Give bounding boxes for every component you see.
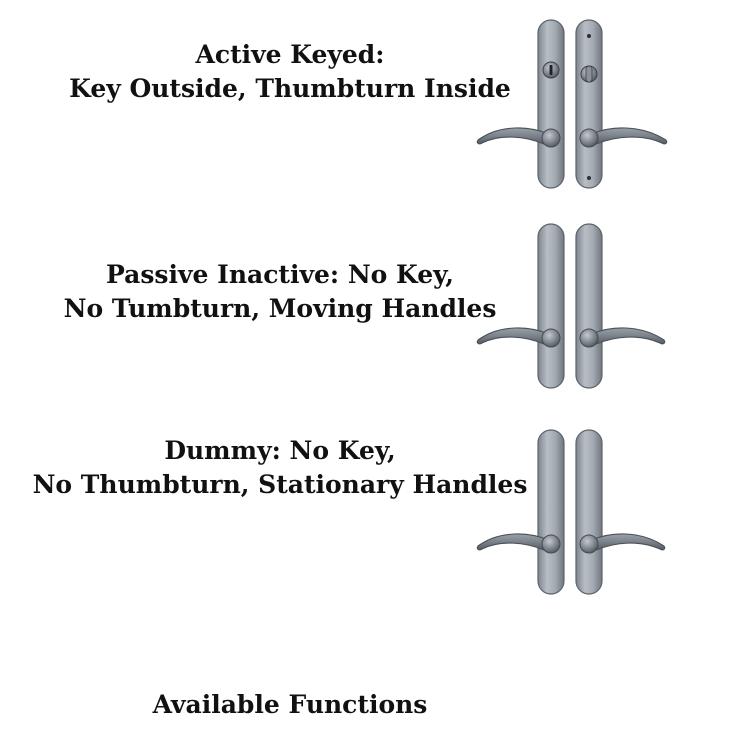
dummy-description: No Thumbturn, Stationary Handles bbox=[32, 470, 528, 499]
interior-lever-handle bbox=[592, 328, 665, 344]
exterior-lever-handle bbox=[477, 328, 548, 344]
interior-lever-handle bbox=[592, 534, 665, 550]
screw-hole-bottom bbox=[587, 176, 591, 180]
passive-inactive-description: No Tumbturn, Moving Handles bbox=[63, 294, 497, 323]
interior-plate bbox=[576, 224, 602, 388]
interior-lever-handle bbox=[592, 128, 667, 144]
dummy-title: Dummy: No Key, bbox=[164, 436, 396, 465]
available-functions-text: Available Functions bbox=[152, 690, 428, 719]
active-keyed-handleset-image bbox=[470, 14, 675, 192]
exterior-plate bbox=[538, 20, 564, 188]
passive-inactive-caption bbox=[20, 258, 540, 326]
passive-inactive-title: Passive Inactive: No Key, bbox=[106, 260, 454, 289]
exterior-plate bbox=[538, 430, 564, 594]
exterior-lever-handle bbox=[477, 534, 548, 550]
exterior-lever-rose bbox=[542, 535, 560, 553]
exterior-plate bbox=[538, 224, 564, 388]
interior-plate bbox=[576, 430, 602, 594]
interior-lever-rose bbox=[580, 129, 598, 147]
active-keyed-description: Key Outside, Thumbturn Inside bbox=[69, 74, 511, 103]
screw-hole-top bbox=[587, 34, 591, 38]
interior-lever-rose bbox=[580, 535, 598, 553]
exterior-lever-rose bbox=[542, 329, 560, 347]
key-cylinder-icon bbox=[543, 62, 559, 78]
interior-plate bbox=[576, 20, 602, 188]
active-keyed-caption bbox=[40, 38, 540, 106]
passive-inactive-handleset-image bbox=[470, 220, 675, 392]
active-keyed-title: Active Keyed: bbox=[195, 40, 385, 69]
interior-lever-rose bbox=[580, 329, 598, 347]
exterior-lever-rose bbox=[542, 129, 560, 147]
thumbturn-icon bbox=[581, 66, 597, 82]
exterior-lever-handle bbox=[477, 128, 548, 144]
dummy-handleset-image bbox=[470, 426, 675, 598]
available-functions-label bbox=[100, 688, 480, 722]
dummy-caption bbox=[20, 434, 540, 502]
